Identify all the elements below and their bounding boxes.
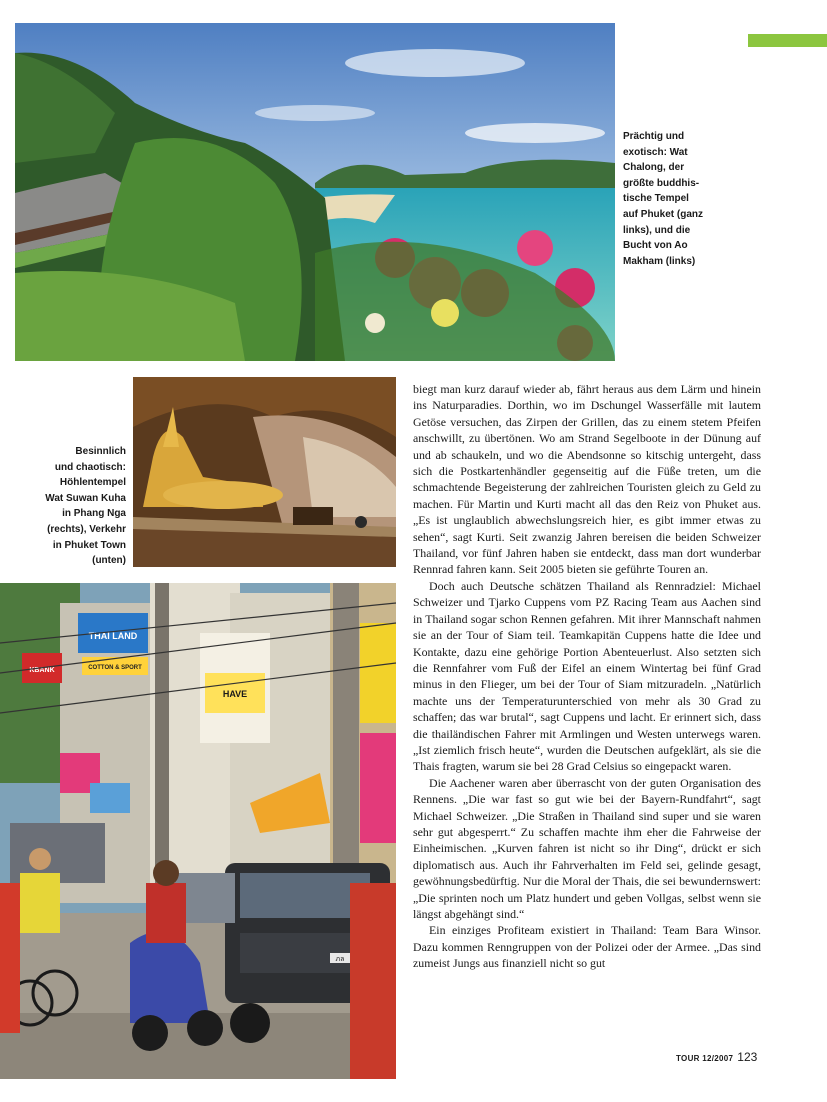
caption-line: Höhlentempel [59, 477, 126, 489]
shop-sign-c: KBANK [29, 667, 55, 674]
caption-line: Makham (links) [623, 255, 696, 267]
page-footer [676, 1048, 757, 1066]
article-paragraph: Doch auch Deutsche schätzen Thailand als Rennradziel: Michael Schweizer und Tjarko Cuppens vom PZ Racing Team aus Aachen sind in Thailand sogar schon Rennen gefahren. Mit ihrer Mannschaft nahmen sie an der Tour of Siam teil. Teamkapitän Cuppens hatte die Idee und Kontakte, dazu eine gehörige Portion Abenteuerlust. Also setzten sich die Rennfahrer vom Fuß der Eifel an einem Wintertag bei fünf Grad minus in den Flieger, um bei der Tour of Siam mitzuradeln. „Natürlich machte uns der Temperaturunterschied von mehr als 30 Grad zu schaffen; das war brutal“, sagt Cuppens und lacht. Er erinnert sich, dass die thailändischen Fahrer mit Armlingen und Westen unterwegs waren. „Ist ziemlich frisch heute“, wurden die Deutschen aufgeklärt, als sie die Thais fragten, warum sie bei 28 Grad Celsius so eingepackt waren. [413, 578, 761, 774]
caption-line: (unten) [92, 555, 126, 567]
caption-cave [34, 444, 126, 569]
bay-photo [15, 23, 615, 361]
caption-line: in Phang Nga [62, 508, 126, 520]
shop-sign-a: THAI LAND [88, 631, 138, 641]
caption-line: Chalong, der [623, 162, 685, 174]
article-paragraph: biegt man kurz darauf wieder ab, fährt heraus aus dem Lärm und hinein ins Naturparadies. Dorthin, wo im Dschungel Wasserfälle mit lautem Getöse versuchen, das Zirpen der Grillen, das zu einem stetem Pfeifen anschwillt, zu übertönen. Wo am Strand Segelboote in der Dünung auf und ab schaukeln, und wo die Abendsonne so kitschig untergeht, dass sich die Postkartenhändler gegenseitig auf die Füße treten, um die schmachtende Begeisterung der zahlreichen Touristen gleich zu Geld zu machen. Für Martin und Kurti macht all das den Reiz von Phuket aus. „Es ist unglaublich abwechslungsreich hier, es gibt immer etwas zu sehen“, sagt Kurti. Seit zwanzig Jahren bereisen die beiden Schweizer Thailand, vor fünf Jahren haben sie entdeckt, dass man dort wunderbar Rennrad fahren kann. Seit 2005 bieten sie geführte Touren an. [413, 382, 761, 577]
caption-line: Bucht von Ao [623, 240, 688, 252]
caption-line: links), und die [623, 224, 691, 236]
caption-line: in Phuket Town [52, 539, 126, 551]
article-paragraph: Ein einziges Profiteam existiert in Thailand: Team Bara Winsor. Dazu kommen Renngruppen von der Polizei oder der Armee. „Das sind zumeist Jungs aus finanziell nicht so gut [413, 923, 761, 971]
cave-temple-photo [133, 377, 396, 567]
shop-sign-b: COTTON & SPORT [88, 665, 142, 671]
caption-line: exotisch: Wat [623, 146, 688, 158]
section-color-tab [748, 34, 827, 47]
caption-line: (rechts), Verkehr [47, 523, 126, 535]
article-body [413, 381, 761, 972]
caption-line: größte buddhis- [623, 177, 700, 189]
shop-sign-d: HAVE [222, 689, 248, 699]
caption-line: Besinnlich [75, 446, 126, 457]
magazine-issue: TOUR 12/2007 [676, 1054, 734, 1063]
caption-line: Prächtig und [623, 131, 685, 142]
caption-bay [623, 129, 713, 269]
caption-line: Wat Suwan Kuha [45, 492, 126, 504]
caption-line: tische Tempel [623, 193, 689, 205]
page-number: 123 [737, 1050, 758, 1064]
license-plate: ภล [335, 955, 345, 963]
article-paragraph: Die Aachener waren aber überrascht von der guten Organisation des Rennens. „Die war fast so gut wie bei der Bayern-Rundfahrt“, sagt Michael Schweizer. „Die Straßen in Thailand sind super und sie waren sehr gut abgesperrt.“ Zu schaffen machte ihm eher die Fahrweise der Einheimischen. „Kurven fahren ist nicht so ihr Ding“, drückt er sich diplomatisch aus. Auch ihr Fahrverhalten im Feld sei, gelinde gesagt, gewöhnungsbedürftig. Nur die Moral der Thais, die sei bewundernswert: „Die sprinten noch um Platz hundert und geben Vollgas, selbst wenn sie längst abgehängt sind.“ [413, 775, 761, 921]
caption-line: und chaotisch: [54, 461, 126, 473]
caption-line: auf Phuket (ganz [623, 208, 704, 220]
street-traffic-photo [0, 583, 396, 1079]
